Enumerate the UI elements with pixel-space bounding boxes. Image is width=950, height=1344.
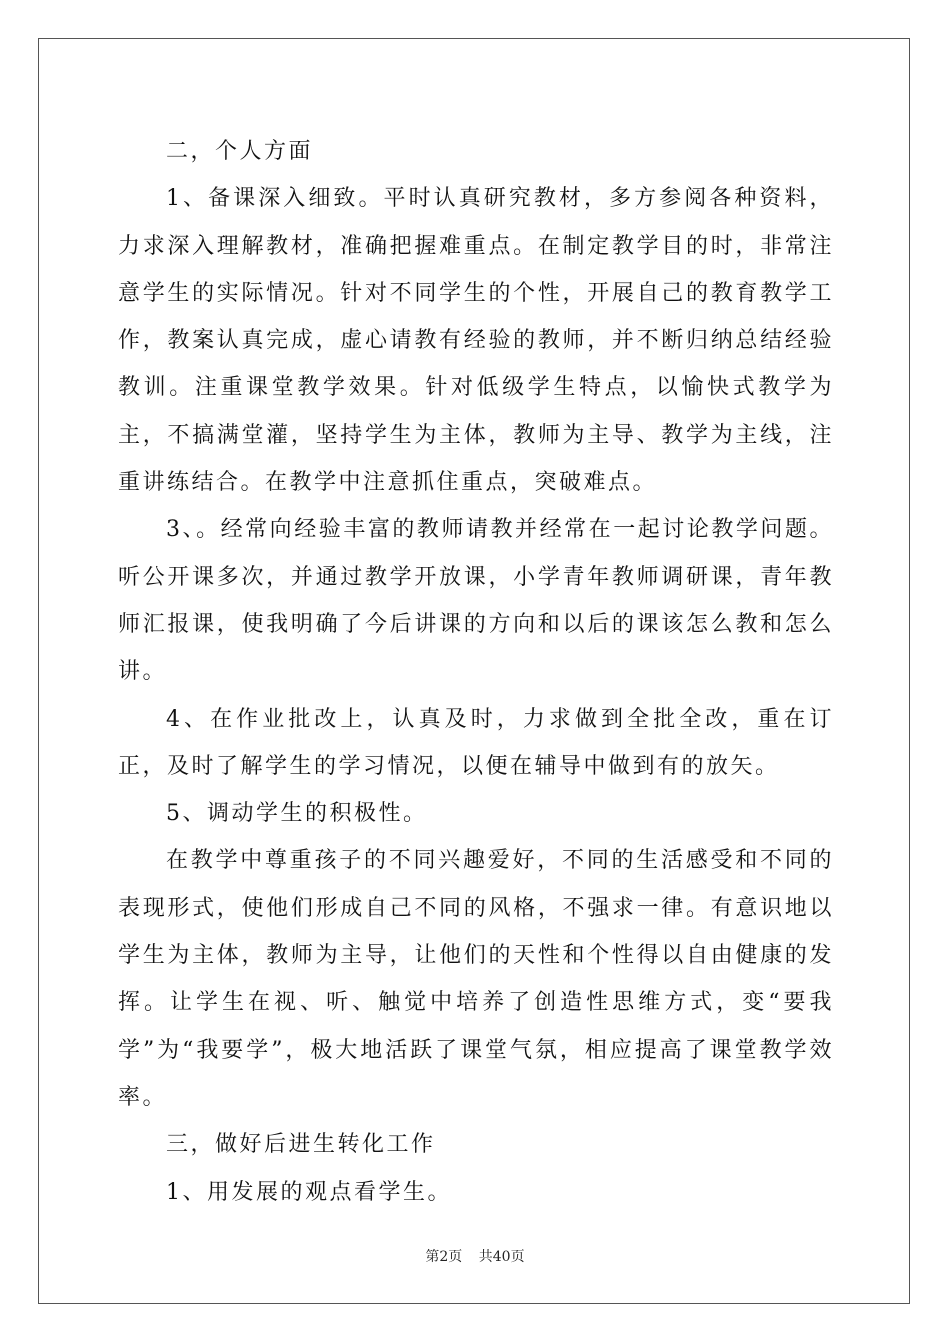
page-number: 第2页: [425, 1249, 463, 1265]
section-heading-underachievers: 三，做好后进生转化工作: [166, 1132, 436, 1158]
paragraph-homework-grading: 4、在作业批改上，认真及时，力求做到全批全改，重在订正，及时了解学生的学习情况，以便在辅导中做到有的放矢。: [118, 706, 834, 779]
paragraph-respect-interests: 在教学中尊重孩子的不同兴趣爱好，不同的生活感受和不同的表现形式，使他们形成自己不同的风格，不强求一律。有意识地以学生为主体，教师为主导，让他们的天性和个性得以自由健康的发挥。让学生在视、听、触觉中培养了创造性思维方式，变“要我学”为“我要学”，极大地活跃了课堂气氛，相应提高了课堂教学效率。: [118, 848, 834, 1110]
paragraph-consult-teachers: 3、。经常向经验丰富的教师请教并经常在一起讨论教学问题。听公开课多次，并通过教学开放课，小学青年教师调研课，青年教师汇报课，使我明确了今后讲课的方向和以后的课该怎么教和怎么讲。: [118, 517, 834, 685]
paragraph-development-view: 1、用发展的观点看学生。: [166, 1179, 452, 1205]
document-body: [118, 128, 834, 1216]
paragraph-motivate-students: 5、调动学生的积极性。: [166, 801, 428, 827]
page-total: 共40页: [478, 1249, 525, 1265]
page-footer: [0, 1246, 950, 1266]
paragraph-lesson-preparation: 1、备课深入细致。平时认真研究教材，多方参阅各种资料，力求深入理解教材，准确把握难重点。在制定教学目的时，非常注意学生的实际情况。针对不同学生的个性，开展自己的教育教学工作，教案认真完成，虚心请教有经验的教师，并不断归纳总结经验教训。注重课堂教学效果。针对低级学生特点，以愉快式教学为主，不搞满堂灌，坚持学生为主体，教师为主导、教学为主线，注重讲练结合。在教学中注意抓住重点，突破难点。: [118, 186, 834, 496]
section-heading-personal: 二，个人方面: [166, 139, 314, 164]
